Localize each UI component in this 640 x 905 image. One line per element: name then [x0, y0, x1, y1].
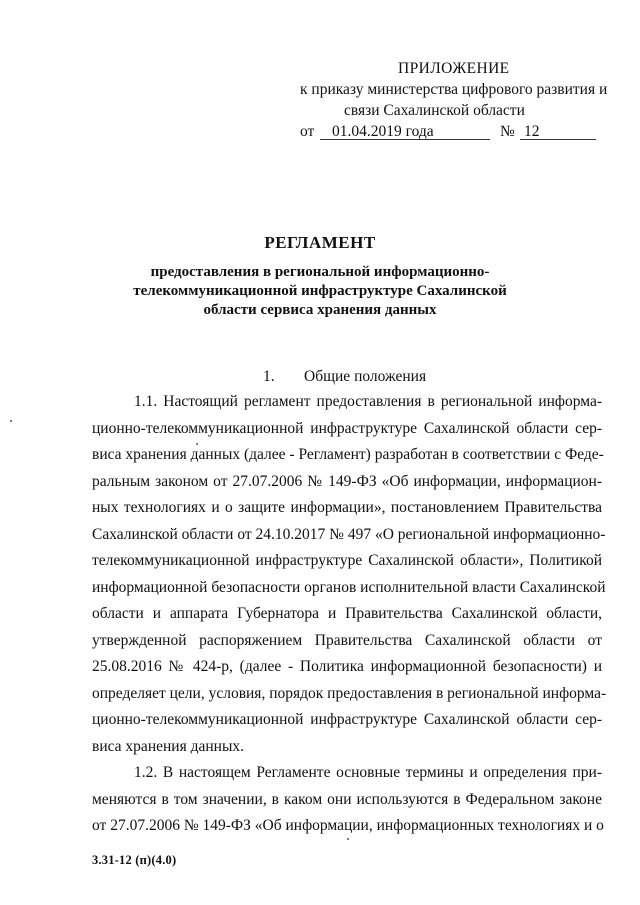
- paragraph-line: области и аппарата Губернатора и Правительства Сахалинской области,: [92, 605, 602, 622]
- section-number: 1.: [263, 368, 275, 385]
- paragraph-line: Сахалинской области от 24.10.2017 № 497 «О региональной информационно-: [92, 525, 606, 543]
- paragraph-line: виса хранения данных.: [92, 737, 244, 755]
- paragraph-line: ционно-телекоммуникационной инфраструктуре Сахалинской области сер-: [92, 419, 602, 437]
- paragraph-line: утвержденной распоряжением Правительства Сахалинской области от: [92, 631, 602, 649]
- date-prefix: от: [300, 123, 315, 140]
- order-number: 12: [520, 121, 596, 140]
- order-date: 01.04.2019 года: [320, 121, 490, 140]
- scan-speck: [196, 443, 198, 445]
- subtitle-line: предоставления в региональной информационно-: [150, 264, 490, 280]
- body-text: [92, 389, 607, 840]
- paragraph-line: ральным законом от 27.07.2006 № 149-ФЗ «Об информации, информацион-: [92, 472, 602, 490]
- appendix-title: ПРИЛОЖЕНИЕ: [398, 60, 510, 77]
- paragraph-line: 25.08.2016 № 424-р, (далее - Политика информационной безопасности) и: [92, 658, 602, 675]
- paragraph-line: определяет цели, условия, порядок предоставления в региональной информа-: [92, 684, 607, 702]
- appendix-line-2: связи Сахалинской области: [344, 102, 525, 119]
- paragraph-line: виса хранения данных (далее - Регламент) разработан в соответствии с Феде-: [92, 446, 604, 463]
- paragraph-line: телекоммуникационной инфраструктуре Сахалинской области», Политикой: [92, 552, 602, 569]
- subtitle-line: области сервиса хранения данных: [203, 302, 437, 318]
- paragraph-line: 1.2. В настоящем Регламенте основные термины и определения при-: [134, 764, 602, 781]
- document-code: 3.31-12 (п)(4.0): [92, 853, 177, 867]
- paragraph-line: меняются в том значении, в каком они используются в Федеральном законе: [92, 790, 602, 808]
- paragraph-line: ных технологиях и о защите информации», постановлением Правительства: [92, 499, 602, 516]
- number-prefix: №: [500, 123, 515, 140]
- regulation-title: РЕГЛАМЕНТ: [264, 233, 376, 252]
- scan-speck: [10, 420, 12, 422]
- scan-speck: [347, 838, 349, 840]
- subtitle-line: телекоммуникационной инфраструктуре Сахалинской: [133, 283, 507, 299]
- paragraph-line: 1.1. Настоящий регламент предоставления в региональной информа-: [134, 393, 602, 410]
- paragraph-line: ционно-телекоммуникационной инфраструктуре Сахалинской области сер-: [92, 711, 602, 728]
- paragraph-line: от 27.07.2006 № 149-ФЗ «Об информации, информационных технологиях и о: [92, 817, 604, 834]
- appendix-block: [300, 58, 620, 142]
- paragraph-line: информационной безопасности органов исполнительной власти Сахалинской: [92, 578, 606, 596]
- regulation-subtitle: [130, 263, 510, 320]
- appendix-date-line: [300, 121, 620, 142]
- appendix-line-1: к приказу министерства цифрового развития и: [300, 81, 608, 98]
- section-title: Общие положения: [304, 368, 427, 385]
